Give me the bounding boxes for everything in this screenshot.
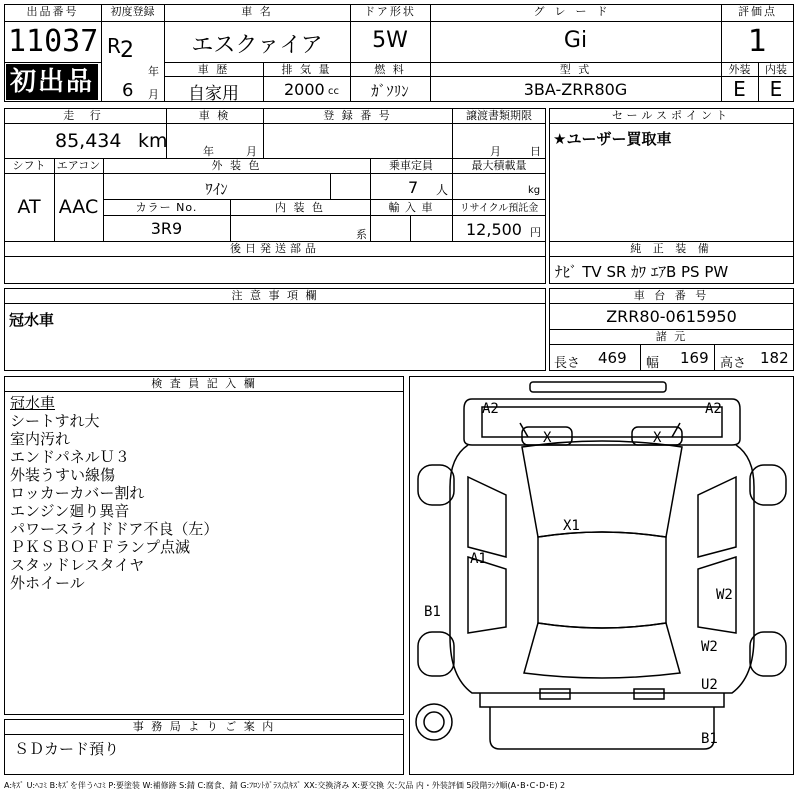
mark-left-front-door: A1 bbox=[470, 551, 487, 567]
mark-roof: X1 bbox=[563, 518, 580, 534]
note-item: 外ホイール bbox=[10, 574, 85, 592]
later-parts-label: 後日発送部品 bbox=[230, 242, 320, 255]
recycle-deposit-label: リサイクル預託金 bbox=[459, 203, 539, 214]
fuel: ｶﾞｿﾘﾝ bbox=[371, 82, 409, 100]
mark-windshield-left: X bbox=[543, 430, 552, 446]
max-load-unit: kg bbox=[528, 185, 541, 196]
note-item: ロッカーカバー割れ bbox=[10, 484, 145, 502]
registration-number-label: 登 録 番 号 bbox=[323, 109, 392, 122]
color-number-label: カラー No. bbox=[135, 201, 198, 214]
fuel-label: 燃 料 bbox=[374, 63, 406, 76]
interior-color-label: 内 装 色 bbox=[275, 201, 325, 214]
door-label: ドア形状 bbox=[364, 5, 416, 18]
mileage-unit: km bbox=[138, 130, 168, 152]
overall-score: 1 bbox=[747, 24, 768, 59]
note-item: パワースライドドア不良（左） bbox=[10, 520, 219, 538]
first-listing-badge: 初出品 bbox=[6, 64, 98, 100]
interior-score: E bbox=[769, 77, 783, 101]
damage-legend: A:ｷｽﾞ U:ﾍｺﾐ B:ｷｽﾞを伴うﾍｺﾐ P:要塗装 W:補修跡 S:錆 C:腐食、錆 G:ﾌﾛﾝﾄｶﾞﾗｽ点ｷｽﾞ XX:交換済み X:要交換 欠:欠品 内・外装評価 5段階ﾗﾝｸ順(A･B･C･D･E) 2 bbox=[4, 781, 566, 790]
caution-text: 冠水車 bbox=[9, 311, 55, 329]
length-label: 長さ bbox=[554, 356, 581, 371]
capacity: 7 bbox=[408, 178, 419, 197]
transfer-month-unit: 月 bbox=[490, 145, 501, 158]
grade: Gi bbox=[563, 28, 588, 53]
transfer-day-unit: 日 bbox=[530, 145, 541, 158]
inspector-notes bbox=[10, 394, 218, 592]
door-type: 5W bbox=[372, 28, 408, 53]
displacement-unit: cc bbox=[328, 86, 339, 97]
chassis-label: 車 台 番 号 bbox=[633, 289, 710, 302]
displacement-label: 排 気 量 bbox=[281, 63, 332, 76]
chassis-number: ZRR80-0615950 bbox=[606, 307, 737, 326]
inspection-month-unit: 月 bbox=[246, 145, 257, 158]
exterior-score: E bbox=[733, 77, 746, 101]
sales-point: ★ユーザー買取車 bbox=[553, 130, 672, 148]
vehicle-history: 自家用 bbox=[188, 84, 239, 104]
grade-label: グレード bbox=[533, 5, 618, 18]
interior-score-label: 内装 bbox=[765, 63, 787, 76]
office-note: ＳＤカード預り bbox=[14, 740, 120, 758]
inspection-label: 車 検 bbox=[198, 109, 231, 122]
caution-label: 注 意 事 項 欄 bbox=[231, 289, 319, 302]
registration-month: 6 bbox=[122, 80, 134, 101]
max-load-label: 最大積載量 bbox=[471, 159, 527, 172]
exterior-color: ﾜｲﾝ bbox=[205, 180, 228, 198]
era-letter: R bbox=[107, 34, 121, 58]
car-name-label: 車 名 bbox=[241, 5, 273, 18]
history-label: 車 歴 bbox=[197, 63, 230, 76]
mark-right-quarter: W2 bbox=[701, 639, 718, 655]
mileage-label: 走 行 bbox=[63, 109, 107, 122]
month-unit: 月 bbox=[148, 88, 159, 101]
mark-left-rear: B1 bbox=[424, 604, 441, 620]
damage-diagram bbox=[409, 376, 794, 775]
interior-color-suffix: 系 bbox=[356, 228, 367, 241]
note-item: 冠水車 bbox=[10, 394, 56, 412]
score-label: 評価点 bbox=[738, 5, 777, 18]
capacity-label: 乗車定員 bbox=[389, 159, 433, 172]
sales-point-label: セールスポイント bbox=[611, 109, 731, 122]
air-conditioner: AAC bbox=[58, 196, 99, 218]
note-item: 外装うすい線傷 bbox=[10, 466, 116, 484]
transfer-deadline-label: 譲渡書類期限 bbox=[466, 109, 532, 122]
era-year: 2 bbox=[120, 38, 134, 63]
note-item: シートすれ大 bbox=[10, 412, 100, 430]
exterior-score-label: 外装 bbox=[728, 63, 751, 76]
lot-number-label: 出品番号 bbox=[26, 5, 79, 18]
mark-windshield-right: X bbox=[653, 430, 662, 446]
exterior-color-label: 外 装 色 bbox=[211, 159, 262, 172]
mark-rear-right: U2 bbox=[701, 677, 718, 693]
ac-label: エアコン bbox=[56, 159, 101, 172]
height: 182 bbox=[760, 349, 789, 367]
mark-right-rear-door: W2 bbox=[716, 587, 733, 603]
height-label: 高さ bbox=[720, 356, 747, 371]
mark-front-right: A2 bbox=[705, 401, 722, 417]
model-code: 3BA-ZRR80G bbox=[523, 80, 628, 99]
note-item: エンドパネルＵ３ bbox=[10, 448, 130, 466]
mark-rear-bumper: B1 bbox=[701, 731, 718, 747]
displacement: 2000 bbox=[284, 80, 325, 99]
shift-label: シフト bbox=[12, 159, 46, 172]
shift: AT bbox=[17, 196, 41, 218]
mileage: 85,434 bbox=[55, 130, 122, 152]
year-unit: 年 bbox=[148, 65, 159, 78]
color-number: 3R9 bbox=[150, 219, 183, 238]
inspector-label: 検 査 員 記 入 欄 bbox=[151, 377, 257, 390]
note-item: エンジン廻り異音 bbox=[10, 502, 130, 520]
first-registration-label: 初度登録 bbox=[110, 5, 155, 18]
recycle-deposit: 12,500 bbox=[466, 220, 522, 239]
model-label: 型 式 bbox=[559, 63, 592, 76]
import-label: 輸 入 車 bbox=[388, 201, 434, 214]
width-label: 幅 bbox=[646, 356, 660, 371]
inspection-year-unit: 年 bbox=[203, 145, 214, 158]
width: 169 bbox=[680, 349, 709, 367]
mark-front-left: A2 bbox=[482, 401, 499, 417]
car-outline bbox=[410, 377, 795, 776]
recycle-unit: 円 bbox=[530, 226, 541, 239]
car-name: エスクァイア bbox=[191, 33, 323, 58]
note-item: 室内汚れ bbox=[10, 430, 71, 448]
note-item: スタッドレスタイヤ bbox=[10, 556, 145, 574]
equipment-label: 純 正 装 備 bbox=[630, 242, 713, 255]
length: 469 bbox=[598, 349, 627, 367]
note-item: ＰＫＳＢＯＦＦランプ点滅 bbox=[10, 538, 191, 556]
office-label: 事 務 局 よ り ご 案 内 bbox=[132, 720, 276, 733]
spec-label: 諸 元 bbox=[655, 330, 688, 343]
capacity-unit: 人 bbox=[436, 183, 449, 197]
standard-equipment: ﾅﾋﾞ TV SR ｶﾜ ｴｱB PS PW bbox=[555, 263, 729, 281]
lot-number: 11037 bbox=[8, 24, 99, 59]
